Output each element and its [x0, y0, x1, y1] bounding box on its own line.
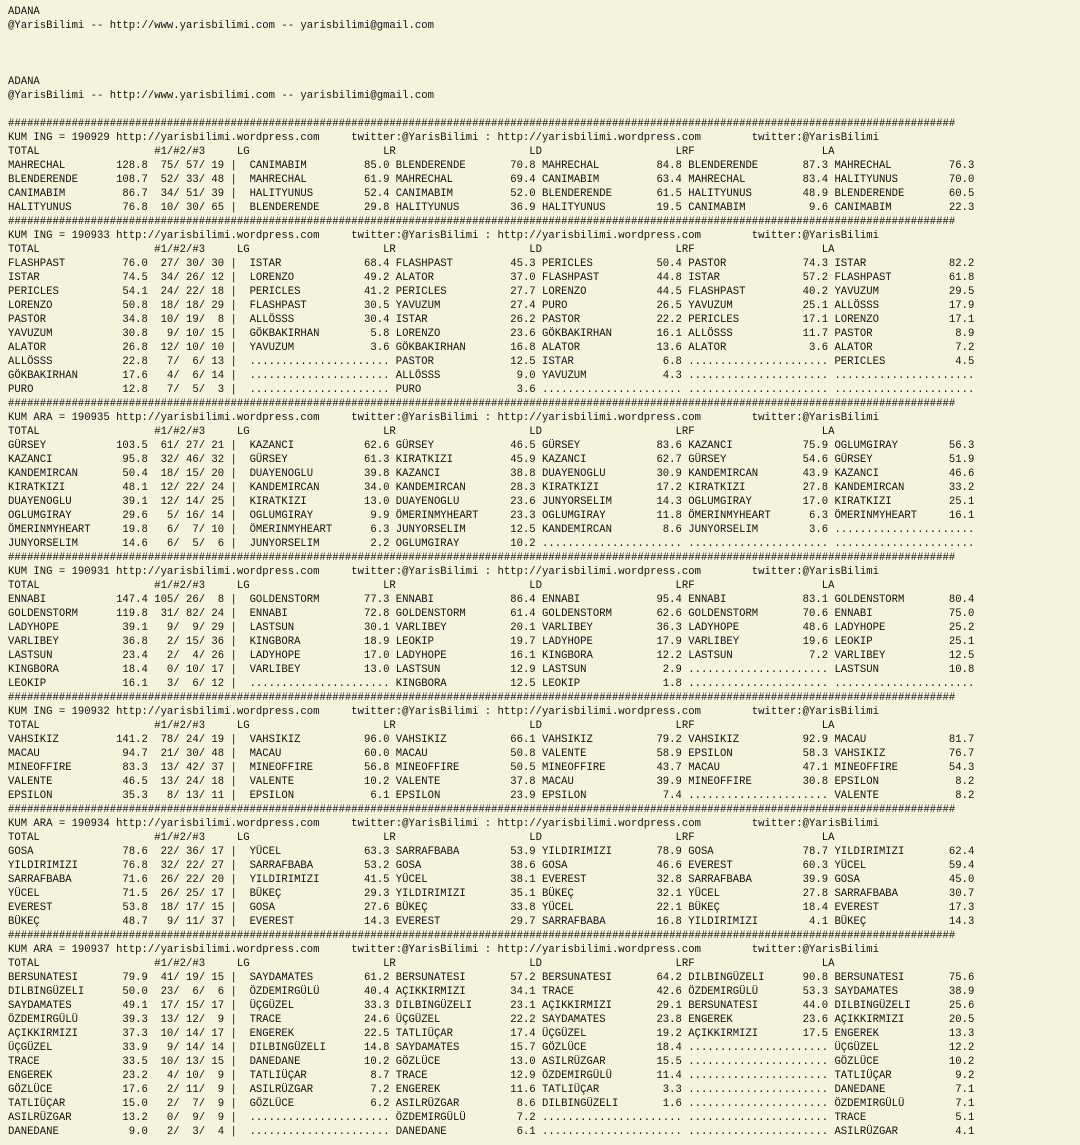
report-line: TOTAL #1/#2/#3 LG LR LD LRF LA [8, 720, 835, 732]
report-line: GOSA 78.6 22/ 36/ 17 | YÜCEL 63.3 SARRAFBABA 53.9 YILDIRIMIZI 78.9 GOSA 78.7 YILDIRIMIZI 62.4 [8, 846, 975, 858]
report-line: BERSUNATESI 79.9 41/ 19/ 15 | SAYDAMATES 61.2 BERSUNATESI 57.2 BERSUNATESI 64.2 DILBINGÜZELI 90.8 BERSUNATESI 75.6 [8, 972, 975, 984]
report-line: KINGBORA 18.4 0/ 10/ 17 | VARLIBEY 13.0 LASTSUN 12.9 LASTSUN 2.9 ...................... LASTSUN 10.8 [8, 664, 975, 676]
report-line: ENGEREK 23.2 4/ 10/ 9 | TATLIÜÇAR 8.7 TRACE 12.9 ÖZDEMIRGÜLÜ 11.4 ...................... TATLIÜÇAR 9.2 [8, 1070, 975, 1082]
report-line: KUM ARA = 190934 http://yarisbilimi.wordpress.com twitter:@YarisBilimi : http://yarisbilimi.wordpress.com twitter:@YarisBilimi [8, 818, 879, 830]
report-line: ##################################################################################################################################################### [8, 930, 956, 942]
report-line: VAHSIKIZ 141.2 78/ 24/ 19 | VAHSIKIZ 96.0 VAHSIKIZ 66.1 VAHSIKIZ 79.2 VAHSIKIZ 92.9 MACAU 81.7 [8, 734, 975, 746]
report-line: ##################################################################################################################################################### [8, 692, 956, 704]
report-line: ADANA [8, 76, 40, 88]
report-line: ALATOR 26.8 12/ 10/ 10 | YAVUZUM 3.6 GÖKBAKIRHAN 16.8 ALATOR 13.6 ALATOR 3.6 ALATOR 7.2 [8, 342, 975, 354]
report-line: YAVUZUM 30.8 9/ 10/ 15 | GÖKBAKIRHAN 5.8 LORENZO 23.6 GÖKBAKIRHAN 16.1 ALLÖSSS 11.7 PASTOR 8.9 [8, 328, 975, 340]
report-line: GÖKBAKIRHAN 17.6 4/ 6/ 14 | ...................... ALLÖSSS 9.0 YAVUZUM 4.3 ...................... ...................... [8, 370, 975, 382]
report-line: SAYDAMATES 49.1 17/ 15/ 17 | ÜÇGÜZEL 33.3 DILBINGÜZELI 23.1 AÇIKKIRMIZI 29.1 BERSUNATESI 44.0 DILBINGÜZELI 25.6 [8, 1000, 975, 1012]
report-line: KUM ING = 190931 http://yarisbilimi.wordpress.com twitter:@YarisBilimi : http://yarisbilimi.wordpress.com twitter:@YarisBilimi [8, 566, 879, 578]
report-line: GÖZLÜCE 17.6 2/ 11/ 9 | ASILRÜZGAR 7.2 ENGEREK 11.6 TATLIÜÇAR 3.3 ...................... DANEDANE 7.1 [8, 1084, 975, 1096]
report-line: HALITYUNUS 76.8 10/ 30/ 65 | BLENDERENDE 29.8 HALITYUNUS 36.9 HALITYUNUS 19.5 CANIMABIM 9.6 CANIMABIM 22.3 [8, 202, 975, 214]
report-line: PERICLES 54.1 24/ 22/ 18 | PERICLES 41.2 PERICLES 27.7 LORENZO 44.5 FLASHPAST 40.2 YAVUZUM 29.5 [8, 286, 975, 298]
report-line: ÖMERINMYHEART 19.8 6/ 7/ 10 | ÖMERINMYHEART 6.3 JUNYORSELIM 12.5 KANDEMIRCAN 8.6 JUNYORSELIM 3.6 ...................... [8, 524, 975, 536]
report-line: KUM ING = 190929 http://yarisbilimi.wordpress.com twitter:@YarisBilimi : http://yarisbilimi.wordpress.com twitter:@YarisBilimi [8, 132, 879, 144]
report-line: TOTAL #1/#2/#3 LG LR LD LRF LA [8, 244, 835, 256]
report-line: TOTAL #1/#2/#3 LG LR LD LRF LA [8, 832, 835, 844]
report-line: ALLÖSSS 22.8 7/ 6/ 13 | ...................... PASTOR 12.5 ISTAR 6.8 ...................... PERICLES 4.5 [8, 356, 975, 368]
report-line [8, 33, 1080, 47]
report-line: PASTOR 34.8 10/ 19/ 8 | ALLÖSSS 30.4 ISTAR 26.2 PASTOR 22.2 PERICLES 17.1 LORENZO 17.1 [8, 314, 975, 326]
report-line: ##################################################################################################################################################### [8, 398, 956, 410]
report-line: @YarisBilimi -- http://www.yarisbilimi.com -- yarisbilimi@gmail.com [8, 90, 434, 102]
report-line: ##################################################################################################################################################### [8, 552, 956, 564]
report-line: CANIMABIM 86.7 34/ 51/ 39 | HALITYUNUS 52.4 CANIMABIM 52.0 BLENDERENDE 61.5 HALITYUNUS 48.9 BLENDERENDE 60.5 [8, 188, 975, 200]
report-line: AÇIKKIRMIZI 37.3 10/ 14/ 17 | ENGEREK 22.5 TATLIÜÇAR 17.4 ÜÇGÜZEL 19.2 AÇIKKIRMIZI 17.5 ENGEREK 13.3 [8, 1028, 975, 1040]
report-line: TOTAL #1/#2/#3 LG LR LD LRF LA [8, 426, 835, 438]
report-line: KUM ING = 190933 http://yarisbilimi.wordpress.com twitter:@YarisBilimi : http://yarisbilimi.wordpress.com twitter:@YarisBilimi [8, 230, 879, 242]
report-line: ENNABI 147.4 105/ 26/ 8 | GOLDENSTORM 77.3 ENNABI 86.4 ENNABI 95.4 ENNABI 83.1 GOLDENSTORM 80.4 [8, 594, 975, 606]
report-line: JUNYORSELIM 14.6 6/ 5/ 6 | JUNYORSELIM 2.2 OGLUMGIRAY 10.2 ...................... ...................... ...................... [8, 538, 975, 550]
report-line: YÜCEL 71.5 26/ 25/ 17 | BÜKEÇ 29.3 YILDIRIMIZI 35.1 BÜKEÇ 32.1 YÜCEL 27.8 SARRAFBABA 30.7 [8, 888, 975, 900]
report-line: KANDEMIRCAN 50.4 18/ 15/ 20 | DUAYENOGLU 39.8 KAZANCI 38.8 DUAYENOGLU 30.9 KANDEMIRCAN 43.9 KAZANCI 46.6 [8, 468, 975, 480]
report-line: ##################################################################################################################################################### [8, 118, 956, 130]
report-line: MAHRECHAL 128.8 75/ 57/ 19 | CANIMABIM 85.0 BLENDERENDE 70.8 MAHRECHAL 84.8 BLENDERENDE 87.3 MAHRECHAL 76.3 [8, 160, 975, 172]
report-line: SARRAFBABA 71.6 26/ 22/ 20 | YILDIRIMIZI 41.5 YÜCEL 38.1 EVEREST 32.8 SARRAFBABA 39.9 GOSA 45.0 [8, 874, 975, 886]
report-line: TOTAL #1/#2/#3 LG LR LD LRF LA [8, 146, 835, 158]
report-line: VALENTE 46.5 13/ 24/ 18 | VALENTE 10.2 VALENTE 37.8 MACAU 39.9 MINEOFFIRE 30.8 EPSILON 8.2 [8, 776, 975, 788]
report-line: LORENZO 50.8 18/ 18/ 29 | FLASHPAST 30.5 YAVUZUM 27.4 PURO 26.5 YAVUZUM 25.1 ALLÖSSS 17.9 [8, 300, 975, 312]
report-line: ##################################################################################################################################################### [8, 804, 956, 816]
report-line: BLENDERENDE 108.7 52/ 33/ 48 | MAHRECHAL 61.9 MAHRECHAL 69.4 CANIMABIM 63.4 MAHRECHAL 83.4 HALITYUNUS 70.0 [8, 174, 975, 186]
report-line: KIRATKIZI 48.1 12/ 22/ 24 | KANDEMIRCAN 34.0 KANDEMIRCAN 28.3 KIRATKIZI 17.2 KIRATKIZI 27.8 KANDEMIRCAN 33.2 [8, 482, 975, 494]
report-line: TOTAL #1/#2/#3 LG LR LD LRF LA [8, 958, 835, 970]
report-line: TATLIÜÇAR 15.0 2/ 7/ 9 | GÖZLÜCE 6.2 ASILRÜZGAR 8.6 DILBINGÜZELI 1.6 ...................... ÖZDEMIRGÜLÜ 7.1 [8, 1098, 975, 1110]
report-line: KUM ARA = 190935 http://yarisbilimi.wordpress.com twitter:@YarisBilimi : http://yarisbilimi.wordpress.com twitter:@YarisBilimi [8, 412, 879, 424]
report-line: YILDIRIMIZI 76.8 32/ 22/ 27 | SARRAFBABA 53.2 GOSA 38.6 GOSA 46.6 EVEREST 60.3 YÜCEL 59.4 [8, 860, 975, 872]
report-line: TOTAL #1/#2/#3 LG LR LD LRF LA [8, 580, 835, 592]
report-line [8, 47, 1080, 61]
report-line: VARLIBEY 36.8 2/ 15/ 36 | KINGBORA 18.9 LEOKIP 19.7 LADYHOPE 17.9 VARLIBEY 19.6 LEOKIP 25.1 [8, 636, 975, 648]
report-line: LASTSUN 23.4 2/ 4/ 26 | LADYHOPE 17.0 LADYHOPE 16.1 KINGBORA 12.2 LASTSUN 7.2 VARLIBEY 12.5 [8, 650, 975, 662]
report-line: EPSILON 35.3 8/ 13/ 11 | EPSILON 6.1 EPSILON 23.9 EPSILON 7.4 ...................... VALENTE 8.2 [8, 790, 975, 802]
report-line: BÜKEÇ 48.7 9/ 11/ 37 | EVEREST 14.3 EVEREST 29.7 SARRAFBABA 16.8 YILDIRIMIZI 4.1 BÜKEÇ 14.3 [8, 916, 975, 928]
report-line: MACAU 94.7 21/ 30/ 48 | MACAU 60.0 MACAU 50.8 VALENTE 58.9 EPSILON 58.3 VAHSIKIZ 76.7 [8, 748, 975, 760]
report-line [8, 61, 1080, 75]
report-line: FLASHPAST 76.0 27/ 30/ 30 | ISTAR 68.4 FLASHPAST 45.3 PERICLES 50.4 PASTOR 74.3 ISTAR 82.2 [8, 258, 975, 270]
report-line: ISTAR 74.5 34/ 26/ 12 | LORENZO 49.2 ALATOR 37.0 FLASHPAST 44.8 ISTAR 57.2 FLASHPAST 61.8 [8, 272, 975, 284]
report-line: EVEREST 53.8 18/ 17/ 15 | GOSA 27.6 BÜKEÇ 33.8 YÜCEL 22.1 BÜKEÇ 18.4 EVEREST 17.3 [8, 902, 975, 914]
report-line: ÖZDEMIRGÜLÜ 39.3 13/ 12/ 9 | TRACE 24.6 ÜÇGÜZEL 22.2 SAYDAMATES 23.8 ENGEREK 23.6 AÇIKKIRMIZI 20.5 [8, 1014, 975, 1026]
report-line: DANEDANE 9.0 2/ 3/ 4 | ...................... DANEDANE 6.1 ...................... ...................... ASILRÜZGAR 4.1 [8, 1126, 975, 1138]
report-line: KUM ARA = 190937 http://yarisbilimi.wordpress.com twitter:@YarisBilimi : http://yarisbilimi.wordpress.com twitter:@YarisBilimi [8, 944, 879, 956]
report-line: GOLDENSTORM 119.8 31/ 82/ 24 | ENNABI 72.8 GOLDENSTORM 61.4 GOLDENSTORM 62.6 GOLDENSTORM 70.6 ENNABI 75.0 [8, 608, 975, 620]
report-line: TRACE 33.5 10/ 13/ 15 | DANEDANE 10.2 GÖZLÜCE 13.0 ASILRÜZGAR 15.5 ...................... GÖZLÜCE 10.2 [8, 1056, 975, 1068]
report-line: MINEOFFIRE 83.3 13/ 42/ 37 | MINEOFFIRE 56.8 MINEOFFIRE 50.5 MINEOFFIRE 43.7 MACAU 47.1 MINEOFFIRE 54.3 [8, 762, 975, 774]
report-line: PURO 12.8 7/ 5/ 3 | ...................... PURO 3.6 ...................... ...................... ...................... [8, 384, 975, 396]
report-line: GÜRSEY 103.5 61/ 27/ 21 | KAZANCI 62.6 GÜRSEY 46.5 GÜRSEY 83.6 KAZANCI 75.9 OGLUMGIRAY 56.3 [8, 440, 975, 452]
report-line: @YarisBilimi -- http://www.yarisbilimi.com -- yarisbilimi@gmail.com [8, 20, 434, 32]
report-line: KUM ING = 190932 http://yarisbilimi.wordpress.com twitter:@YarisBilimi : http://yarisbilimi.wordpress.com twitter:@YarisBilimi [8, 706, 879, 718]
report-line: ASILRÜZGAR 13.2 0/ 9/ 9 | ...................... ÖZDEMIRGÜLÜ 7.2 ...................... ...................... TRACE 5.1 [8, 1112, 975, 1124]
report-line: LEOKIP 16.1 3/ 6/ 12 | ...................... KINGBORA 12.5 LEOKIP 1.8 ...................... ...................... [8, 678, 975, 690]
report-line: ÜÇGÜZEL 33.9 9/ 14/ 14 | DILBINGÜZELI 14.8 SAYDAMATES 15.7 GÖZLÜCE 18.4 ...................... ÜÇGÜZEL 12.2 [8, 1042, 975, 1054]
report-line: DILBINGÜZELI 50.0 23/ 6/ 6 | ÖZDEMIRGÜLÜ 40.4 AÇIKKIRMIZI 34.1 TRACE 42.6 ÖZDEMIRGÜLÜ 53.3 SAYDAMATES 38.9 [8, 986, 975, 998]
report-line: ##################################################################################################################################################### [8, 216, 956, 228]
report-line: LADYHOPE 39.1 9/ 9/ 29 | LASTSUN 30.1 VARLIBEY 20.1 VARLIBEY 36.3 LADYHOPE 48.6 LADYHOPE 25.2 [8, 622, 975, 634]
report-line: DUAYENOGLU 39.1 12/ 14/ 25 | KIRATKIZI 13.0 DUAYENOGLU 23.6 JUNYORSELIM 14.3 OGLUMGIRAY 17.0 KIRATKIZI 25.1 [8, 496, 975, 508]
report-line: OGLUMGIRAY 29.6 5/ 16/ 14 | OGLUMGIRAY 9.9 ÖMERINMYHEART 23.3 OGLUMGIRAY 11.8 ÖMERINMYHEART 6.3 ÖMERINMYHEART 16.1 [8, 510, 975, 522]
report-line: ADANA [8, 6, 40, 18]
report-line [8, 103, 1080, 117]
report-line: KAZANCI 95.8 32/ 46/ 32 | GÜRSEY 61.3 KIRATKIZI 45.9 KAZANCI 62.7 GÜRSEY 54.6 GÜRSEY 51.9 [8, 454, 975, 466]
